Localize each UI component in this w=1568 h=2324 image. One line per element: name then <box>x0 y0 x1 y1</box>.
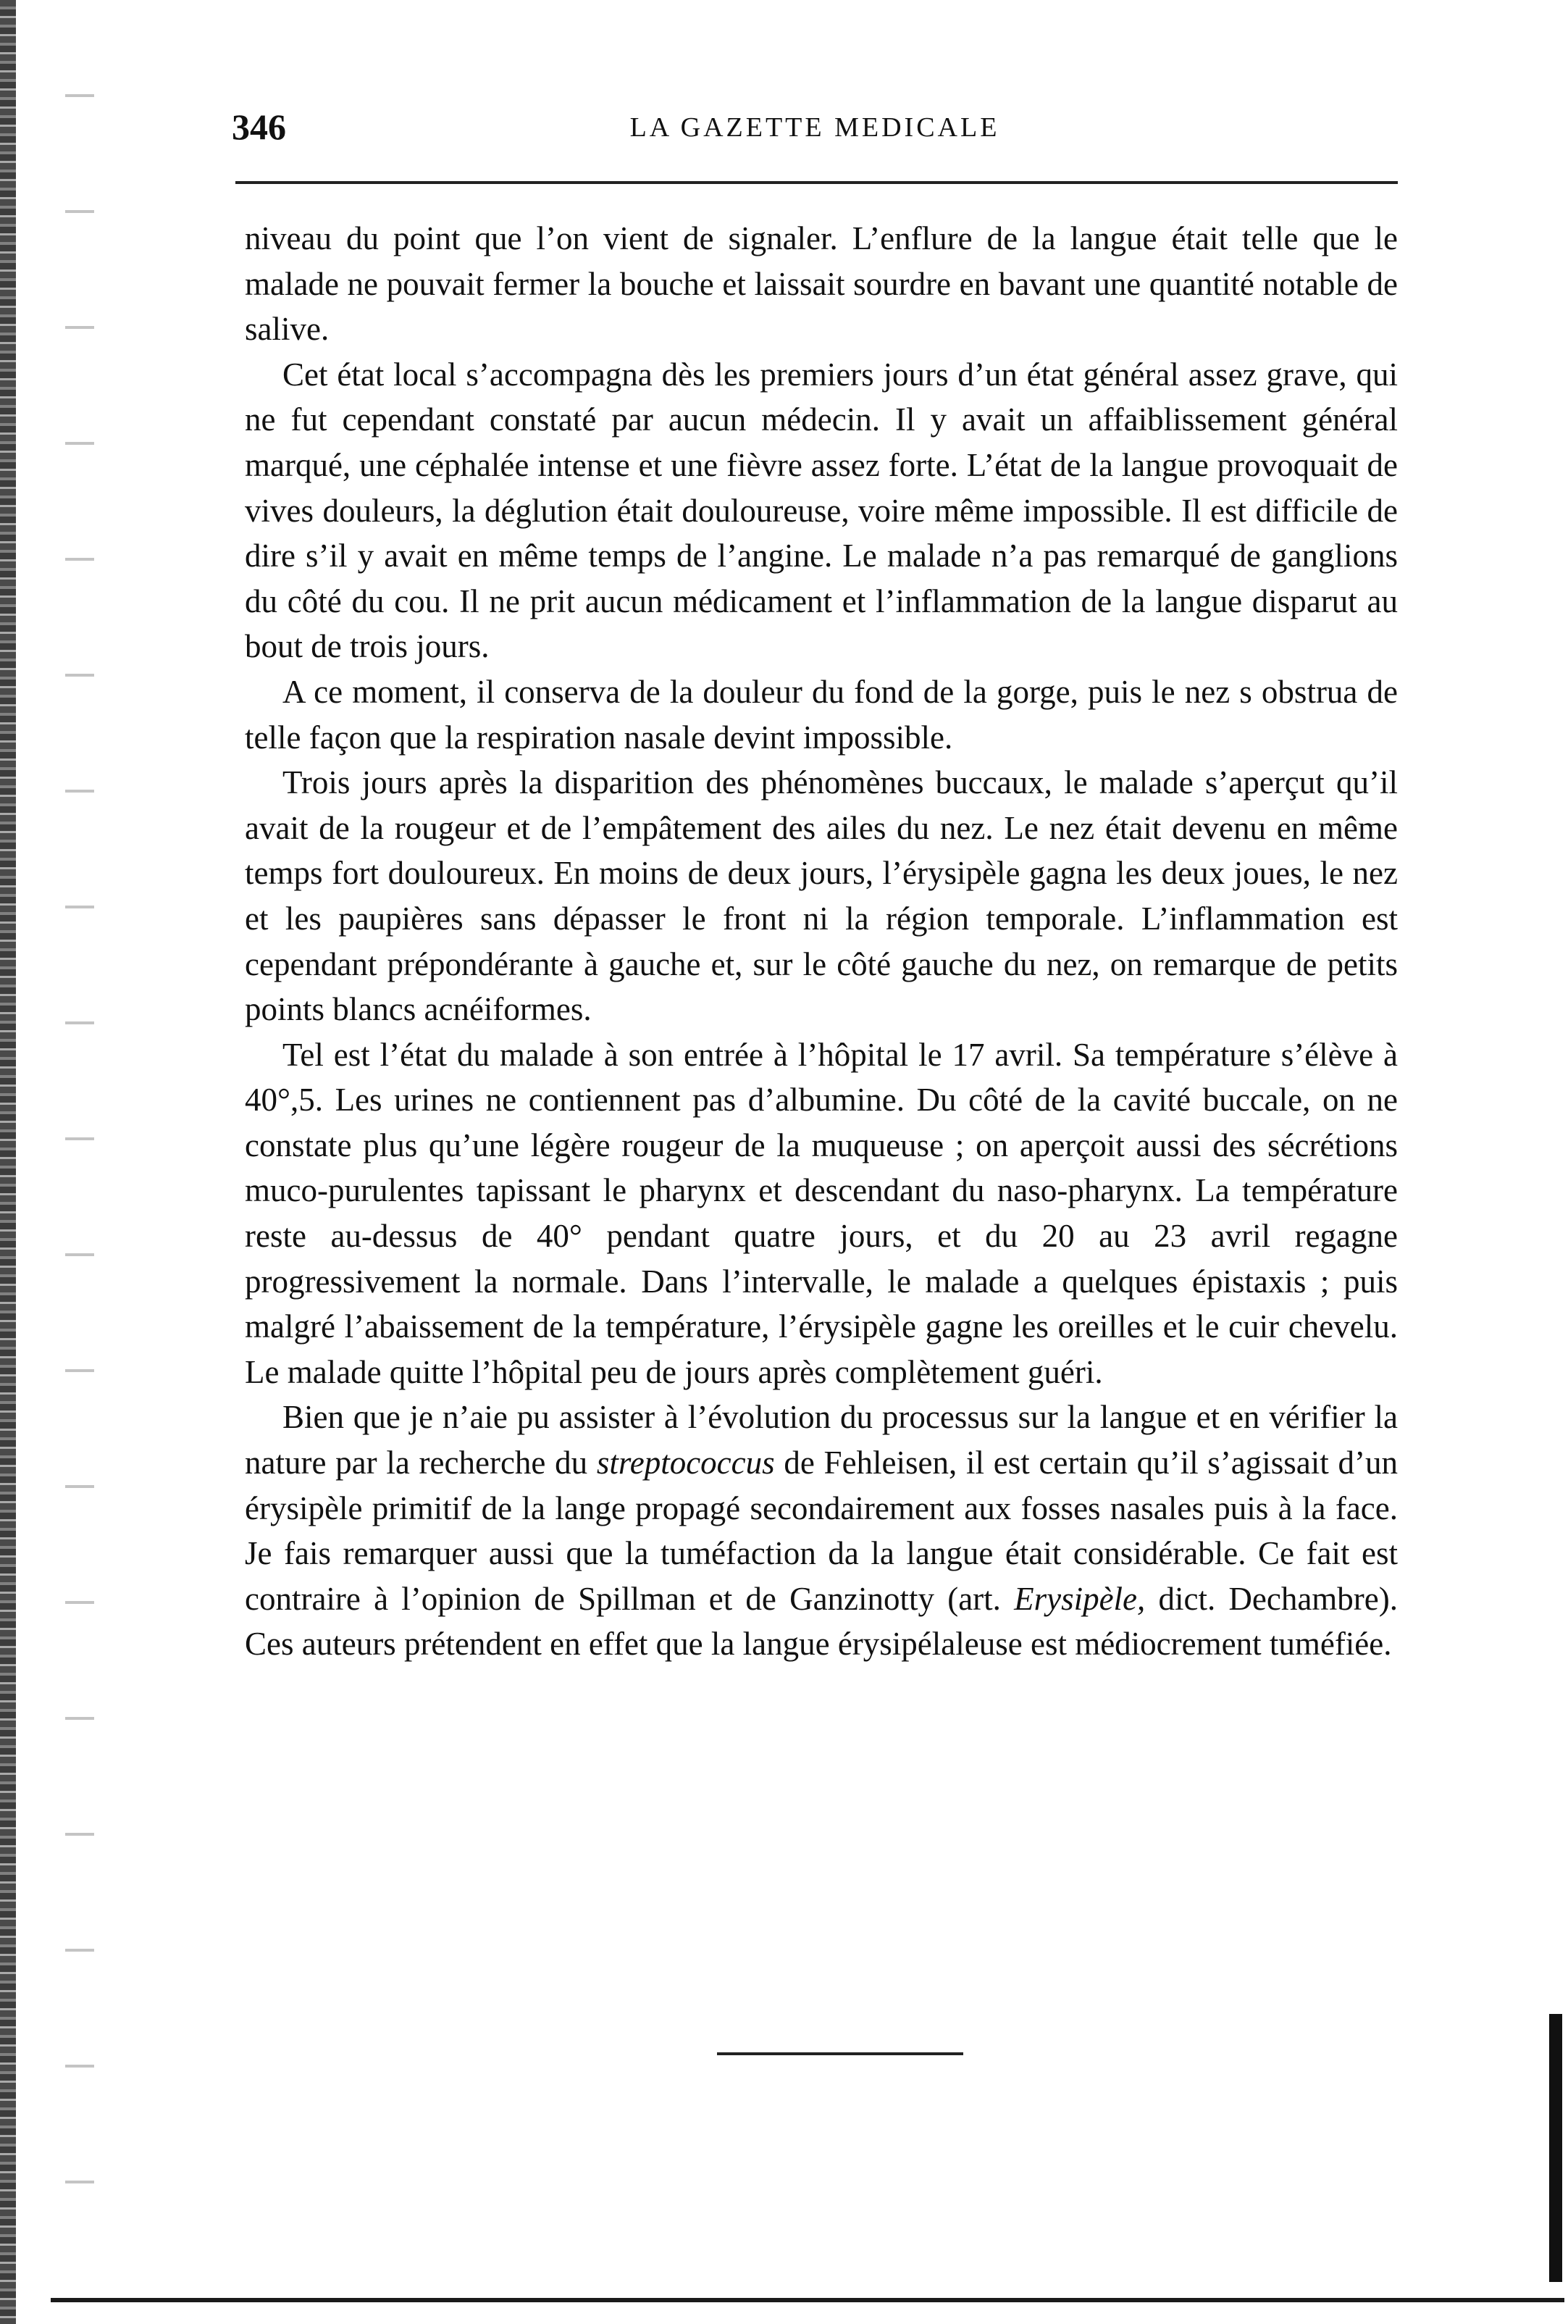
page-number: 346 <box>232 106 286 147</box>
paragraph-2: Cet état local s’accompagna dès les premiers jours d’un état général assez grave, qui ne fut cependant constaté par aucun médecin. Il y avait un affaiblissement général marqué, une céphalée intense et une fièvre assez forte. L’état de la langue provoquait de vives douleurs, la déglution était douloureuse, voire même impossible. Il est difficile de dire s’il y avait en même temps de l’angine. Le malade n’a pas remarqué de ganglions du côté du cou. Il ne prit aucun médicament et l’inflammation de la langue disparut au bout de trois jours. <box>245 356 1398 665</box>
paragraph-5: Tel est l’état du malade à son entrée à l’hôpital le 17 avril. Sa température s’élève à 40°,5. Les urines ne contiennent pas d’albumine. Du côté de la cavité buccale, on ne constate plus qu’une légère rougeur de la muqueuse ; on aperçoit aussi des sécrétions muco-purulentes tapissant le pharynx et descendant du naso-pharynx. La température reste au-dessus de 40° pendant quatre jours, et du 20 au 23 avril regagne progressivement la normale. Dans l’intervalle, le malade a quelques épistaxis ; puis malgré l’abaissement de la température, l’érysipèle gagne les oreilles et le cuir chevelu. Le malade quitte l’hôpital peu de jours après complètement guéri. <box>245 1036 1398 1390</box>
paragraph-6-text-c: de Fehleisen, il est certain qu’il s’agissait d’un érysipèle primitif de la lange propagé secondairement aux fosses nasales puis à la face. Je fais remarquer aussi que la tuméfaction da la langue était considérable. Ce fait est contraire à l’opinion de Spillman et de Ganzinotty (art. <box>245 1445 1398 1617</box>
running-title: LA GAZETTE MEDICALE <box>629 112 1000 143</box>
paragraph-6 <box>245 1395 1398 1667</box>
scan-bottom-edge <box>51 2298 1564 2302</box>
scan-right-edge <box>1549 2014 1562 2282</box>
article-body <box>245 216 1398 1667</box>
scan-binding-edge <box>0 0 16 2324</box>
streptococcus-term: streptococcus <box>596 1445 775 1481</box>
erysipele-reference: Erysipèle, <box>1014 1580 1146 1617</box>
paragraph-3: A ce moment, il conserva de la douleur du fond de la gorge, puis le nez s obstrua de telle façon que la respiration nasale devint impossible. <box>245 673 1398 756</box>
page-header <box>232 101 1398 159</box>
paragraph-6-text-e: dict. Dechambre). Ces auteurs prétendent en effet que la langue érysipélaleuse est médiocrement tuméfiée. <box>245 1580 1398 1663</box>
header-rule <box>235 181 1398 184</box>
paragraph-4: Trois jours après la disparition des phénomènes buccaux, le malade s’aperçut qu’il avait de la rougeur et de l’empâtement des ailes du nez. Le nez était devenu en même temps fort douloureux. En moins de deux jours, l’érysipèle gagna les deux joues, le nez et les paupières sans dépasser le front ni la région temporale. L’inflammation est cependant prépondérante à gauche et, sur le côté gauche du nez, on remarque de petits points blancs acnéiformes. <box>245 764 1398 1028</box>
paragraph-1: niveau du point que l’on vient de signaler. L’enflure de la langue était telle que le malade ne pouvait fermer la bouche et laissait sourdre en bavant une quantité notable de salive. <box>245 220 1398 348</box>
paragraph-6-text-a: Bien que je n’aie pu assister à l’évolution du processus sur la langue et en vérifier la nature par la recherche du <box>245 1399 1398 1481</box>
scan-margin-specks <box>65 43 94 2289</box>
end-rule <box>717 2052 963 2055</box>
